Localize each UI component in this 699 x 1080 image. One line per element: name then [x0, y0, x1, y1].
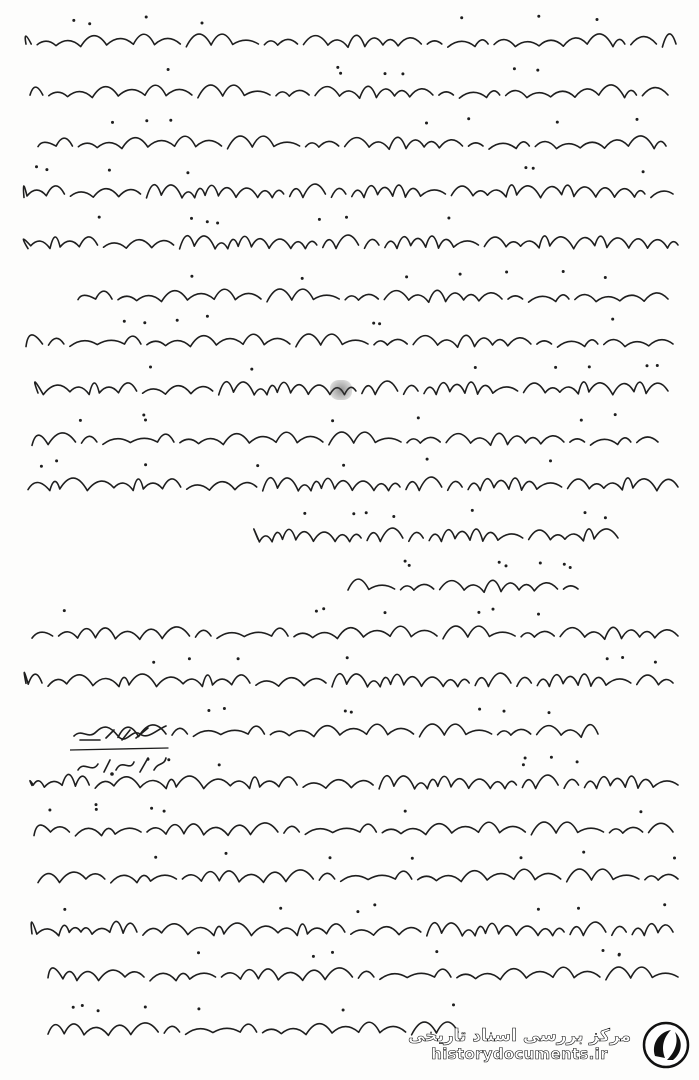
archive-logo-icon: [641, 1020, 691, 1070]
handwritten-line: [18, 259, 681, 308]
handwriting-stroke: [18, 896, 681, 945]
handwriting-stroke: [18, 553, 681, 602]
margin-note-numbers: [70, 718, 170, 788]
handwritten-line: [18, 112, 681, 161]
handwriting-stroke: [18, 504, 681, 553]
ink-stain: [330, 380, 352, 400]
handwriting-stroke: [18, 602, 681, 651]
handwritten-text-body: [18, 14, 681, 1043]
watermark-text: [408, 1027, 631, 1062]
handwritten-line: [18, 504, 681, 553]
handwriting-stroke: [18, 161, 681, 210]
handwritten-line: [18, 602, 681, 651]
handwritten-line: [18, 455, 681, 504]
handwriting-stroke: [18, 945, 681, 994]
handwritten-line: [18, 798, 681, 847]
watermark-title: مرکز بررسی اسناد تاریخی: [408, 1026, 631, 1047]
handwritten-line: [18, 651, 681, 700]
handwriting-stroke: [18, 210, 681, 259]
watermark-url: historydocuments.ir: [431, 1045, 608, 1064]
handwritten-line: [18, 14, 681, 63]
handwritten-line: [18, 210, 681, 259]
handwriting-stroke: [18, 651, 681, 700]
handwritten-line: [18, 896, 681, 945]
archive-watermark: [401, 1016, 691, 1074]
handwriting-stroke: [18, 112, 681, 161]
handwritten-line: [18, 308, 681, 357]
handwritten-line: [18, 406, 681, 455]
handwriting-stroke: [18, 406, 681, 455]
margin-note-handwriting: [70, 718, 170, 788]
handwritten-line: [18, 945, 681, 994]
handwriting-stroke: [18, 308, 681, 357]
handwritten-line: [18, 63, 681, 112]
handwriting-stroke: [18, 455, 681, 504]
handwritten-line: [18, 553, 681, 602]
handwriting-stroke: [18, 63, 681, 112]
handwritten-line: [18, 161, 681, 210]
handwriting-stroke: [18, 259, 681, 308]
handwriting-stroke: [18, 847, 681, 896]
handwriting-stroke: [18, 798, 681, 847]
handwriting-stroke: [18, 14, 681, 63]
handwritten-line: [18, 847, 681, 896]
